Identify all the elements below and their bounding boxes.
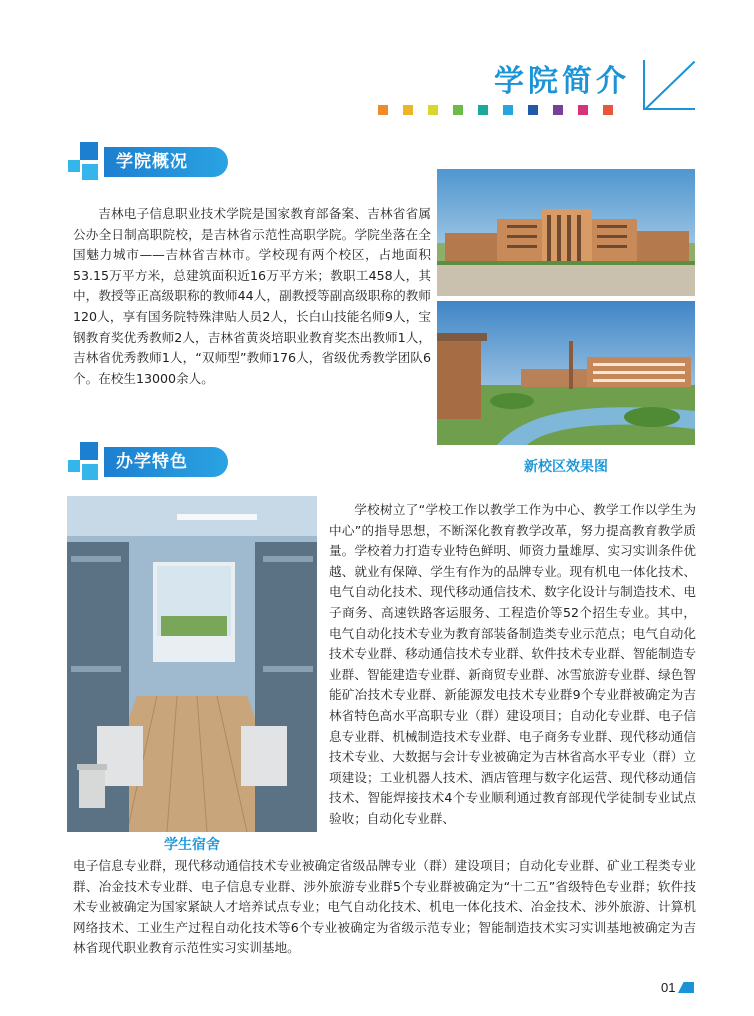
features-text-full: 电子信息专业群，现代移动通信技术专业被确定省级品牌专业（群）建设项目；自动化专业群、矿业工程类专业群、冶金技术专业群、电子信息专业群、涉外旅游专业群5个专业群被确定为“十二五”省级特色专业群；软件技术专业被确定为国家紧缺人才培养试点专业；电气自动化技术、机电一体化技术、冶金技术、涉外旅游、计算机网络技术、工业生产过程自动化技术等6个专业被确定为省级示范专业；智能制造技术实习实训基地被确定为吉林省现代职业教育示范性实习实训基地。	[73, 858, 696, 956]
color-square	[578, 105, 588, 115]
campus-caption: 新校区效果图	[524, 459, 608, 475]
color-square-strip	[378, 105, 613, 115]
campus-rendering-aerial	[437, 301, 695, 445]
color-square	[553, 105, 563, 115]
features-paragraph-column	[329, 500, 696, 830]
section-squares-icon	[68, 442, 104, 482]
features-text-column: 学校树立了“学校工作以教学工作为中心、教学工作以学生为中心”的指导思想，不断深化教育教学改革，努力提高教育教学质量。学校着力打造专业特色鲜明、师资力量雄厚、实习实训条件优越、就业有保障、学生有作为的品牌专业。现有机电一体化技术、电气自动化技术、现代移动通信技术、数字化设计与制造技术、电子商务、高速铁路客运服务、工程造价等52个招生专业。其中，电气自动化技术专业为教育部装备制造类专业示范点；电气自动化技术专业群、移动通信技术专业群、软件技术专业群、智能制造专业群、智能建造专业群、新商贸专业群、冰雪旅游专业群、绿色智能矿冶技术专业群、新能源发电技术专业群9个专业群被确定为吉林省特色高水平高职专业（群）建设项目；自动化专业群、电子信息专业群、机械制造技术专业群、电子商务专业群、现代移动通信技术专业、大数据与会计专业被确定为吉林省高水平专业（群）立项建设；工业机器人技术、酒店管理与数字化运营、现代移动通信技术、智能焊接技术4个专业顺利通过教育部现代学徒制专业试点验收；自动化专业群、	[329, 502, 696, 826]
page-number: 01	[661, 980, 676, 995]
title-decoration-vertical	[643, 60, 645, 110]
color-square	[378, 105, 388, 115]
features-paragraph-full	[73, 856, 696, 959]
title-decoration-diagonal	[645, 61, 695, 110]
title-decoration-underline	[643, 108, 695, 110]
page-title: 学院简介	[494, 64, 630, 99]
dormitory-caption: 学生宿舍	[164, 837, 220, 853]
color-square	[453, 105, 463, 115]
campus-rendering-front	[437, 169, 695, 296]
color-square	[528, 105, 538, 115]
color-square	[478, 105, 488, 115]
section-title: 学院概况	[104, 147, 228, 177]
dormitory-photo	[67, 496, 317, 832]
section-squares-icon	[68, 142, 104, 182]
page-number-mark	[678, 982, 694, 993]
overview-paragraph	[73, 204, 431, 389]
color-square	[403, 105, 413, 115]
section-title: 办学特色	[104, 447, 228, 477]
color-square	[428, 105, 438, 115]
color-square	[503, 105, 513, 115]
overview-text: 吉林电子信息职业技术学院是国家教育部备案、吉林省省属公办全日制高职院校，是吉林省示范性高职学院。学院坐落在全国魅力城市——吉林省吉林市。学校现有两个校区，占地面积53.15万平方米，总建筑面积近16万平方米；教职工458人，其中，教授等正高级职称的教师44人，副教授等副高级职称的教师120人，享有国务院特殊津贴人员2人，长白山技能名师9人，宝钢教育奖优秀教师2人，吉林省黄炎培职业教育奖杰出教师1人，吉林省优秀教师1人，“双师型”教师176人，省级优秀教学团队6个。在校生13000余人。	[73, 206, 431, 386]
color-square	[603, 105, 613, 115]
